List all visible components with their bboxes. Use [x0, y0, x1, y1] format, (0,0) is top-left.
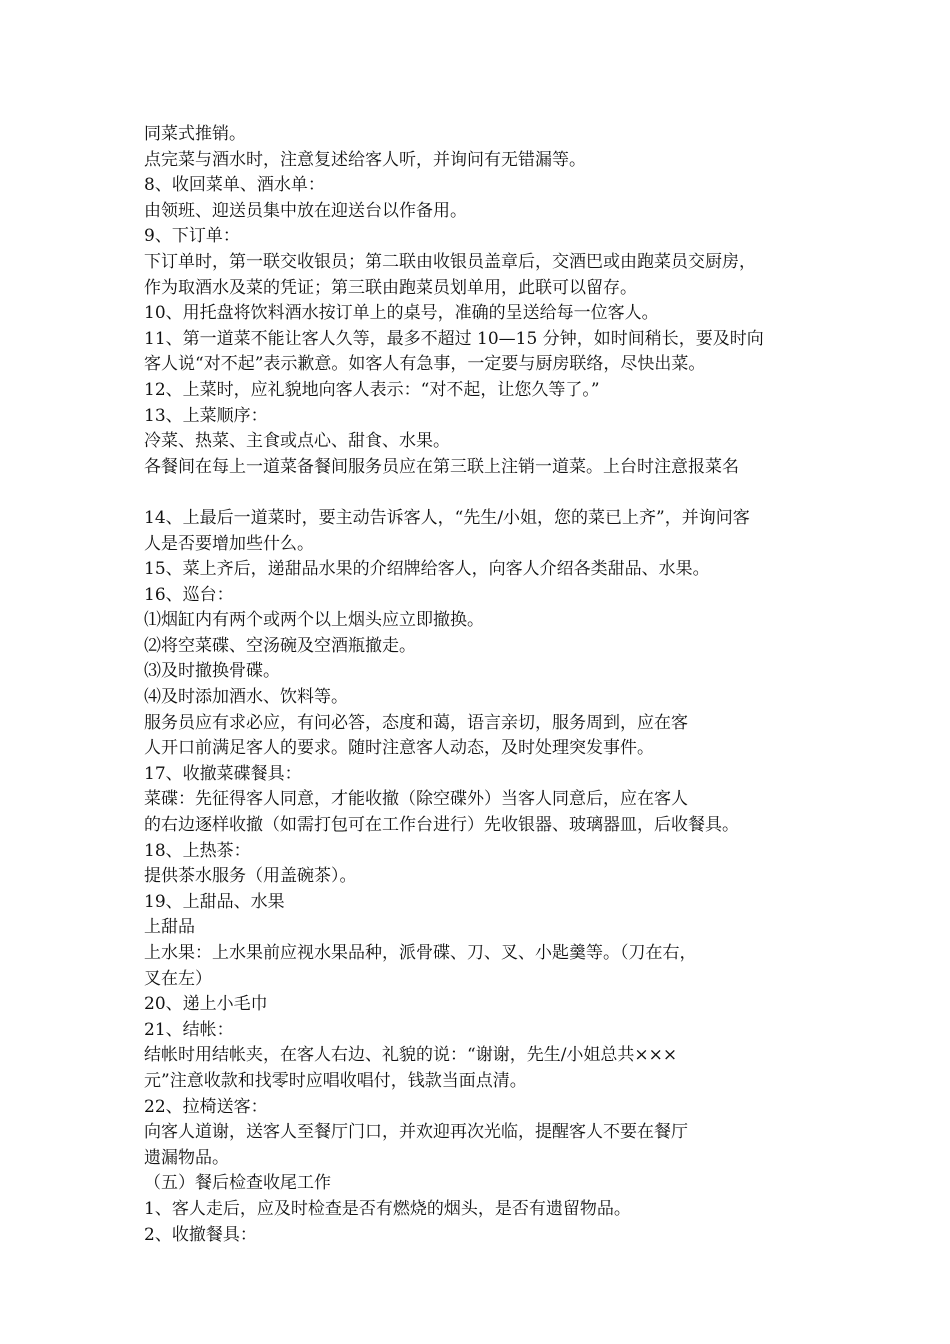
text-line: 18、上热茶： [144, 840, 251, 861]
text-line: 15、菜上齐后，递甜品水果的介绍牌给客人，向客人介绍各类甜品、水果。 [144, 559, 710, 580]
text-line: 菜碟：先征得客人同意，才能收撤（除空碟外）当客人同意后，应在客人 [144, 789, 688, 810]
text-line: 12、上菜时，应礼貌地向客人表示：“对不起，让您久等了。” [144, 379, 600, 400]
text-line: 9、下订单： [144, 226, 240, 247]
text-line: 上甜品 [144, 917, 195, 938]
text-line: 同菜式推销。 [144, 124, 246, 144]
text-line: 提供茶水服务（用盖碗茶）。 [144, 866, 357, 887]
text-line: 1、客人走后，应及时检查是否有燃烧的烟头，是否有遗留物品。 [144, 1198, 631, 1219]
text-line: ⑷及时添加酒水、饮料等。 [144, 687, 348, 708]
text-line: 2、收撤餐具： [144, 1224, 257, 1245]
text-line: 下订单时，第一联交收银员；第二联由收银员盖章后，交酒巴或由跑菜员交厨房， [144, 251, 756, 272]
text-line: 16、巡台： [144, 584, 234, 605]
text-line: 元”注意收款和找零时应唱收唱付，钱款当面点清。 [144, 1070, 527, 1091]
text-line: ⑵将空菜碟、空汤碗及空酒瓶撤走。 [144, 635, 416, 656]
text-line: 17、收撤菜碟餐具： [144, 763, 302, 784]
text-line: 冷菜、热菜、主食或点心、甜食、水果。 [144, 431, 450, 452]
text-line: ⑴烟缸内有两个或两个以上烟头应立即撤换。 [144, 610, 484, 631]
section-heading: （五）餐后检查收尾工作 [144, 1173, 331, 1194]
text-line: 21、结帐： [144, 1019, 234, 1040]
text-line: 14、上最后一道菜时，要主动告诉客人，“先生/小姐，您的菜已上齐”，并询问客 [144, 507, 750, 528]
text-line: 20、递上小毛巾 [144, 994, 268, 1015]
text-line: 叉在左） [144, 968, 212, 989]
text-line: 22、拉椅送客： [144, 1096, 268, 1117]
text-line: 各餐间在每上一道菜备餐间服务员应在第三联上注销一道菜。上台时注意报菜名 [144, 456, 739, 477]
text-line: 结帐时用结帐夹，在客人右边、礼貌的说：“谢谢，先生/小姐总共××× [144, 1045, 678, 1066]
text-line: 由领班、迎送员集中放在迎送台以作备用。 [144, 200, 467, 221]
text-line: ⑶及时撤换骨碟。 [144, 661, 280, 682]
text-line: 人是否要增加些什么。 [144, 533, 314, 554]
document-body [144, 122, 824, 1248]
text-line: 人开口前满足客人的要求。随时注意客人动态，及时处理突发事件。 [144, 738, 654, 759]
text-line: 服务员应有求必应，有问必答，态度和蔼，语言亲切，服务周到，应在客 [144, 712, 688, 733]
text-line: 19、上甜品、水果 [144, 891, 285, 912]
text-line: 遗漏物品。 [144, 1147, 229, 1168]
text-line: 10、用托盘将饮料酒水按订单上的桌号，准确的呈送给每一位客人。 [144, 303, 659, 324]
text-line: 向客人道谢，送客人至餐厅门口，并欢迎再次光临，提醒客人不要在餐厅 [144, 1122, 688, 1143]
text-line: 上水果：上水果前应视水果品种，派骨碟、刀、叉、小匙羹等。（刀在右， [144, 943, 697, 963]
text-line: 的右边逐样收撤（如需打包可在工作台进行）先收银器、玻璃器皿，后收餐具。 [144, 815, 739, 836]
text-line: 8、收回菜单、酒水单： [144, 175, 325, 196]
text-line: 作为取酒水及菜的凭证；第三联由跑菜员划单用，此联可以留存。 [144, 277, 637, 298]
text-line: 点完菜与酒水时，注意复述给客人听，并询问有无错漏等。 [144, 149, 586, 170]
text-line: 11、第一道菜不能让客人久等，最多不超过 10—15 分钟，如时间稍长，要及时向 [144, 328, 764, 349]
text-line: 客人说“对不起”表示歉意。如客人有急事，一定要与厨房联络，尽快出菜。 [144, 354, 706, 375]
blank-line [144, 480, 824, 506]
text-line: 13、上菜顺序： [144, 405, 268, 426]
